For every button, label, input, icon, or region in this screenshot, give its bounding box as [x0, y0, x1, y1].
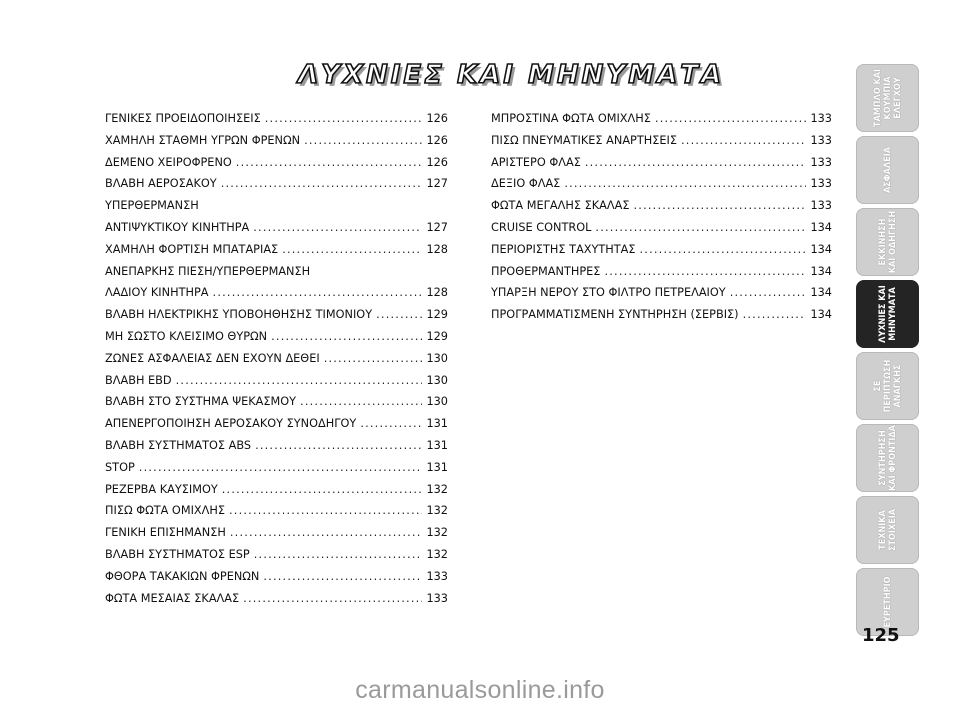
toc-entry[interactable]	[105, 479, 448, 501]
toc-leader-dots	[229, 500, 422, 522]
toc-leader-dots	[655, 108, 806, 130]
toc-entry-page: 129	[426, 308, 448, 322]
toc-entry-page: 134	[810, 286, 832, 300]
toc-entry[interactable]	[105, 500, 448, 522]
toc-entry[interactable]	[105, 348, 448, 370]
toc-entry-title: ΓΕΝΙΚΗ ΕΠΙΣΗΜΑΝΣΗ	[105, 526, 226, 540]
toc-entry[interactable]	[105, 544, 448, 566]
toc-entry-title: ΛΑΔΙΟΥ ΚΙΝΗΤΗΡΑ	[105, 286, 209, 300]
toc-entry[interactable]	[491, 217, 832, 239]
toc-leader-dots	[265, 108, 422, 130]
toc-leader-dots	[564, 173, 806, 195]
watermark: carmanualsonline.info	[355, 676, 605, 704]
toc-entry[interactable]	[105, 304, 448, 326]
toc-entry[interactable]	[491, 282, 832, 304]
section-tab[interactable]	[856, 280, 919, 348]
toc-entry[interactable]	[105, 435, 448, 457]
toc-entry[interactable]	[105, 522, 448, 544]
toc-entry-title: ΑΠΕΝΕΡΓΟΠΟΙΗΣΗ ΑΕΡΟΣΑΚΟΥ ΣΥΝΟΔΗΓΟΥ	[105, 417, 357, 431]
toc-leader-dots	[255, 435, 422, 457]
toc-entry[interactable]	[491, 239, 832, 261]
toc-entry-page: 131	[426, 438, 448, 452]
toc-entry[interactable]	[491, 130, 832, 152]
toc-entry[interactable]	[491, 195, 832, 217]
section-tab-label: ΛΥΧΝΙΕΣ ΚΑΙ ΜΗΝΥΜΑΤΑ	[877, 285, 898, 343]
toc-leader-dots	[271, 326, 422, 348]
toc-entry-title: ΧΑΜΗΛΗ ΣΤΑΘΜΗ ΥΓΡΩΝ ΦΡΕΝΩΝ	[105, 133, 301, 147]
toc-entry-page: 130	[426, 395, 448, 409]
toc-entry-title: ΠΕΡΙΟΡΙΣΤΗΣ ΤΑΧΥΤΗΤΑΣ	[491, 242, 636, 256]
section-tab[interactable]	[856, 352, 919, 420]
toc-entry-page: 132	[426, 482, 448, 496]
toc-entry-title: STOP	[105, 460, 135, 474]
section-tab-label: ΕΚΚΙΝΗΣΗ ΚΑΙ ΟΔΗΓΗΣΗ	[877, 210, 898, 274]
toc-leader-dots	[236, 152, 422, 174]
toc-entry-title: ΠΙΣΩ ΦΩΤΑ ΟΜΙΧΛΗΣ	[105, 504, 226, 518]
toc-right-column	[491, 108, 832, 326]
toc-entry[interactable]	[105, 588, 448, 610]
toc-entry-title: ΑΝΤΙΨΥΚΤΙΚΟΥ ΚΙΝΗΤΗΡΑ	[105, 220, 250, 234]
toc-entry-title: ΠΡΟΘΕΡΜΑΝΤΗΡΕΣ	[491, 264, 601, 278]
section-tab-label: ΣΕ ΠΕΡΙΠΤΩΣΗ ΑΝΑΓΚΗΣ	[872, 359, 903, 413]
toc-entry[interactable]	[105, 195, 448, 239]
toc-leader-dots	[633, 195, 806, 217]
section-tab-label: ΑΣΦΑΛΕΙΑ	[882, 146, 893, 194]
page-title: ΛΥΧΝΙΕΣ ΚΑΙ ΜΗΝΥΜΑΤΑ	[298, 60, 725, 90]
toc-entry[interactable]	[105, 108, 448, 130]
toc-entry[interactable]	[105, 457, 448, 479]
toc-entry-title: ΖΩΝΕΣ ΑΣΦΑΛΕΙΑΣ ΔΕΝ ΕΧΟΥΝ ΔΕΘΕΙ	[105, 351, 320, 365]
toc-entry-title: ΜΗ ΣΩΣΤΟ ΚΛΕΙΣΙΜΟ ΘΥΡΩΝ	[105, 329, 268, 343]
toc-entry[interactable]	[491, 261, 832, 283]
toc-entry-title: ΒΛΑΒΗ ΣΥΣΤΗΜΑΤΟΣ ABS	[105, 438, 252, 452]
section-tab[interactable]	[856, 64, 919, 132]
toc-entry-page: 126	[426, 155, 448, 169]
toc-entry-title: ΠΙΣΩ ΠΝΕΥΜΑΤΙΚΕΣ ΑΝΑΡΤΗΣΕΙΣ	[491, 133, 678, 147]
toc-entry-page: 131	[426, 417, 448, 431]
toc-entry-page: 127	[426, 177, 448, 191]
toc-entry[interactable]	[105, 152, 448, 174]
toc-entry[interactable]	[105, 173, 448, 195]
toc-entry-heading: ΥΠΕΡΘΕΡΜΑΝΣΗ	[105, 199, 199, 213]
toc-entry-page: 134	[810, 220, 832, 234]
toc-entry-title: ΒΛΑΒΗ EBD	[105, 373, 172, 387]
toc-entry-title: ΔΕΞΙΟ ΦΛΑΣ	[491, 177, 561, 191]
toc-entry[interactable]	[105, 391, 448, 413]
toc-entry[interactable]	[105, 326, 448, 348]
toc-leader-dots	[604, 261, 806, 283]
section-tab[interactable]	[856, 496, 919, 564]
toc-entry-page: 127	[426, 220, 448, 234]
toc-leader-dots	[221, 173, 422, 195]
toc-leader-dots	[213, 282, 422, 304]
toc-entry-page: 131	[426, 460, 448, 474]
toc-entry-title: ΒΛΑΒΗ ΣΤΟ ΣΥΣΤΗΜΑ ΨΕΚΑΣΜΟΥ	[105, 395, 297, 409]
toc-entry-title: ΜΠΡΟΣΤΙΝΑ ΦΩΤΑ ΟΜΙΧΛΗΣ	[491, 112, 651, 125]
toc-leader-dots	[243, 588, 422, 610]
toc-leader-dots	[263, 566, 422, 588]
toc-entry-page: 133	[426, 591, 448, 605]
toc-entry-title: ΓΕΝΙΚΕΣ ΠΡΟΕΙΔΟΠΟΙΗΣΕΙΣ	[105, 112, 261, 125]
toc-entry-title: ΦΩΤΑ ΜΕΓΑΛΗΣ ΣΚΑΛΑΣ	[491, 199, 630, 213]
toc-leader-dots	[176, 370, 422, 392]
toc-entry-page: 133	[426, 569, 448, 583]
toc-leader-dots	[730, 282, 806, 304]
toc-entry-title: CRUISE CONTROL	[491, 220, 592, 234]
toc-entry[interactable]	[491, 152, 832, 174]
section-tab-label: ΕΥΡΕΤΗΡΙΟ	[882, 576, 893, 628]
toc-entry[interactable]	[105, 130, 448, 152]
toc-entry[interactable]	[491, 173, 832, 195]
toc-entry-page: 128	[426, 286, 448, 300]
toc-entry[interactable]	[491, 304, 832, 326]
toc-leader-dots	[376, 304, 422, 326]
section-tab[interactable]	[856, 424, 919, 492]
toc-leader-dots	[360, 413, 422, 435]
toc-entry-page: 132	[426, 504, 448, 518]
toc-entry-title: ΦΩΤΑ ΜΕΣΑΙΑΣ ΣΚΑΛΑΣ	[105, 591, 240, 605]
toc-entry-page: 133	[810, 199, 832, 213]
toc-leader-dots	[139, 457, 422, 479]
toc-entry[interactable]	[105, 239, 448, 261]
section-tab-label: ΤΑΜΠΛΟ ΚΑΙ ΚΟΥΜΠΙΑ ΕΛΕΓΧΟΥ	[872, 68, 903, 128]
section-tab[interactable]	[856, 136, 919, 204]
section-tab[interactable]	[856, 208, 919, 276]
toc-entry-title: ΡΕΖΕΡΒΑ ΚΑΥΣΙΜΟΥ	[105, 482, 218, 496]
toc-leader-dots	[595, 217, 806, 239]
toc-leader-dots	[640, 239, 806, 261]
toc-entry-page: 134	[810, 242, 832, 256]
toc-entry-page: 126	[426, 133, 448, 147]
toc-leader-dots	[304, 130, 422, 152]
toc-entry-title: ΠΡΟΓΡΑΜΜΑΤΙΣΜΕΝΗ ΣΥΝΤΗΡΗΣΗ (ΣΕΡΒΙΣ)	[491, 308, 739, 322]
section-tab-label: ΤΕΧΝΙΚΑ ΣΤΟΙΧΕΙΑ	[877, 509, 898, 552]
page-number: 125	[862, 625, 900, 646]
toc-entry-title: ΧΑΜΗΛΗ ΦΟΡΤΙΣΗ ΜΠΑΤΑΡΙΑΣ	[105, 242, 279, 256]
toc-entry-page: 134	[810, 264, 832, 278]
toc-leader-dots	[230, 522, 422, 544]
toc-leader-dots	[222, 479, 422, 501]
toc-leader-dots	[324, 348, 422, 370]
toc-entry-page: 133	[810, 155, 832, 169]
toc-entry-title: ΑΡΙΣΤΕΡΟ ΦΛΑΣ	[491, 155, 581, 169]
toc-entry-page: 130	[426, 351, 448, 365]
toc-entry-title: ΔΕΜΕΝΟ ΧΕΙΡΟΦΡΕΝΟ	[105, 155, 232, 169]
toc-leader-dots	[253, 217, 422, 239]
section-tab-label: ΣΥΝΤΗΡΗΣΗ ΚΑΙ ΦΡΟΝΤΙΔΑ	[877, 425, 898, 491]
toc-leader-dots	[743, 304, 806, 326]
toc-entry-page: 133	[810, 133, 832, 147]
toc-leader-dots	[681, 130, 806, 152]
toc-entry-page: 129	[426, 329, 448, 343]
toc-entry-title: ΦΘΟΡΑ ΤΑΚΑΚΙΩΝ ΦΡΕΝΩΝ	[105, 569, 260, 583]
toc-entry-title: ΒΛΑΒΗ ΗΛΕΚΤΡΙΚΗΣ ΥΠΟΒΟΗΘΗΣΗΣ ΤΙΜΟΝΙΟΥ	[105, 308, 373, 322]
toc-leader-dots	[585, 152, 806, 174]
toc-entry-page: 134	[810, 308, 832, 322]
toc-entry[interactable]	[491, 108, 832, 130]
toc-entry-title: ΒΛΑΒΗ ΣΥΣΤΗΜΑΤΟΣ ESP	[105, 547, 250, 561]
toc-entry-page: 133	[810, 177, 832, 191]
toc-entry-page: 130	[426, 373, 448, 387]
toc-entry[interactable]	[105, 566, 448, 588]
toc-entry-page: 128	[426, 242, 448, 256]
toc-entry-page: 132	[426, 526, 448, 540]
toc-entry-page: 132	[426, 547, 448, 561]
toc-leader-dots	[254, 544, 422, 566]
toc-entry[interactable]	[105, 413, 448, 435]
toc-entry[interactable]	[105, 261, 448, 305]
toc-entry-title: ΥΠΑΡΞΗ ΝΕΡΟΥ ΣΤΟ ΦΙΛΤΡΟ ΠΕΤΡΕΛΑΙΟΥ	[491, 286, 726, 300]
toc-entry-title: ΒΛΑΒΗ ΑΕΡΟΣΑΚΟΥ	[105, 177, 217, 191]
toc-entry-page: 126	[426, 112, 448, 125]
toc-entry[interactable]	[105, 370, 448, 392]
toc-entry-heading: ΑΝΕΠΑΡΚΗΣ ΠΙΕΣΗ/ΥΠΕΡΘΕΡΜΑΝΣΗ	[105, 264, 311, 278]
toc-leader-dots	[300, 391, 422, 413]
toc-left-column	[105, 108, 448, 609]
toc-leader-dots	[282, 239, 422, 261]
toc-entry-page: 133	[810, 112, 832, 125]
